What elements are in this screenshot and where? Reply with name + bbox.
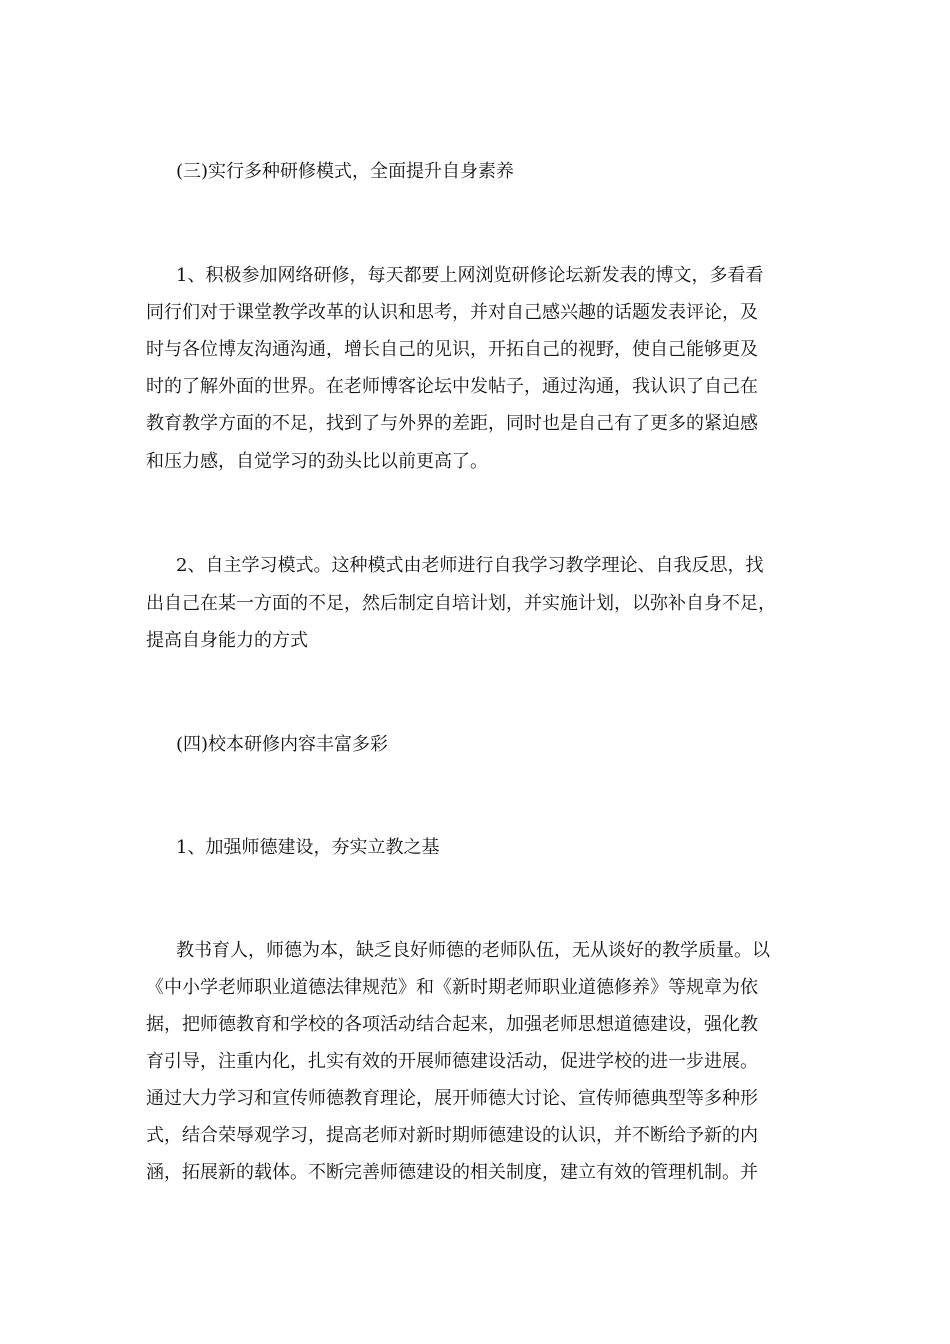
paragraph-3-line-1: 教书育人，师德为本，缺乏良好师德的老师队伍，无从谈好的教学质量。以 [176, 940, 770, 961]
paragraph-1-line-4: 时的了解外面的世界。在老师博客论坛中发帖子，通过沟通，我认识了自己在 [146, 376, 758, 397]
paragraph-3-line-7: 涵，拓展新的载体。不断完善师德建设的相关制度，建立有效的管理机制。并 [146, 1162, 758, 1183]
paragraph-3-line-3: 据，把师德教育和学校的各项活动结合起来，加强老师思想道德建设，强化教 [146, 1014, 758, 1035]
paragraph-3-line-6: 式，结合荣辱观学习，提高老师对新时期师德建设的认识，并不断给予新的内 [146, 1125, 758, 1146]
paragraph-3-line-5: 通过大力学习和宣传师德教育理论，展开师德大讨论、宣传师德典型等多种形 [146, 1088, 758, 1109]
section-heading-3: (三)实行多种研修模式，全面提升自身素养 [176, 161, 515, 182]
paragraph-2-line-3: 提高自身能力的方式 [146, 630, 308, 651]
paragraph-1-line-3: 时与各位博友沟通沟通，增长自己的见识，开拓自己的视野，使自己能够更及 [146, 339, 758, 360]
section-heading-4: (四)校本研修内容丰富多彩 [176, 734, 389, 755]
paragraph-3-line-4: 育引导，注重内化，扎实有效的开展师德建设活动，促进学校的进一步进展。 [146, 1051, 758, 1072]
paragraph-2-line-2: 出自己在某一方面的不足，然后制定自培计划，并实施计划，以弥补自身不足， [146, 593, 776, 614]
paragraph-2-line-1: 2、自主学习模式。这种模式由老师进行自我学习教学理论、自我反思，找 [176, 555, 764, 576]
paragraph-1-line-2: 同行们对于课堂教学改革的认识和思考，并对自己感兴趣的话题发表评论，及 [146, 302, 758, 323]
paragraph-3-line-2: 《中小学老师职业道德法律规范》和《新时期老师职业道德修养》等规章为依 [146, 977, 758, 998]
subheading-1: 1、加强师德建设，夯实立教之基 [176, 837, 440, 858]
paragraph-1-line-6: 和压力感，自觉学习的劲头比以前更高了。 [146, 451, 488, 472]
paragraph-1-line-1: 1、积极参加网络研修，每天都要上网浏览研修论坛新发表的博文，多看看 [176, 265, 764, 286]
paragraph-1-line-5: 教育教学方面的不足，找到了与外界的差距，同时也是自己有了更多的紧迫感 [146, 413, 758, 434]
